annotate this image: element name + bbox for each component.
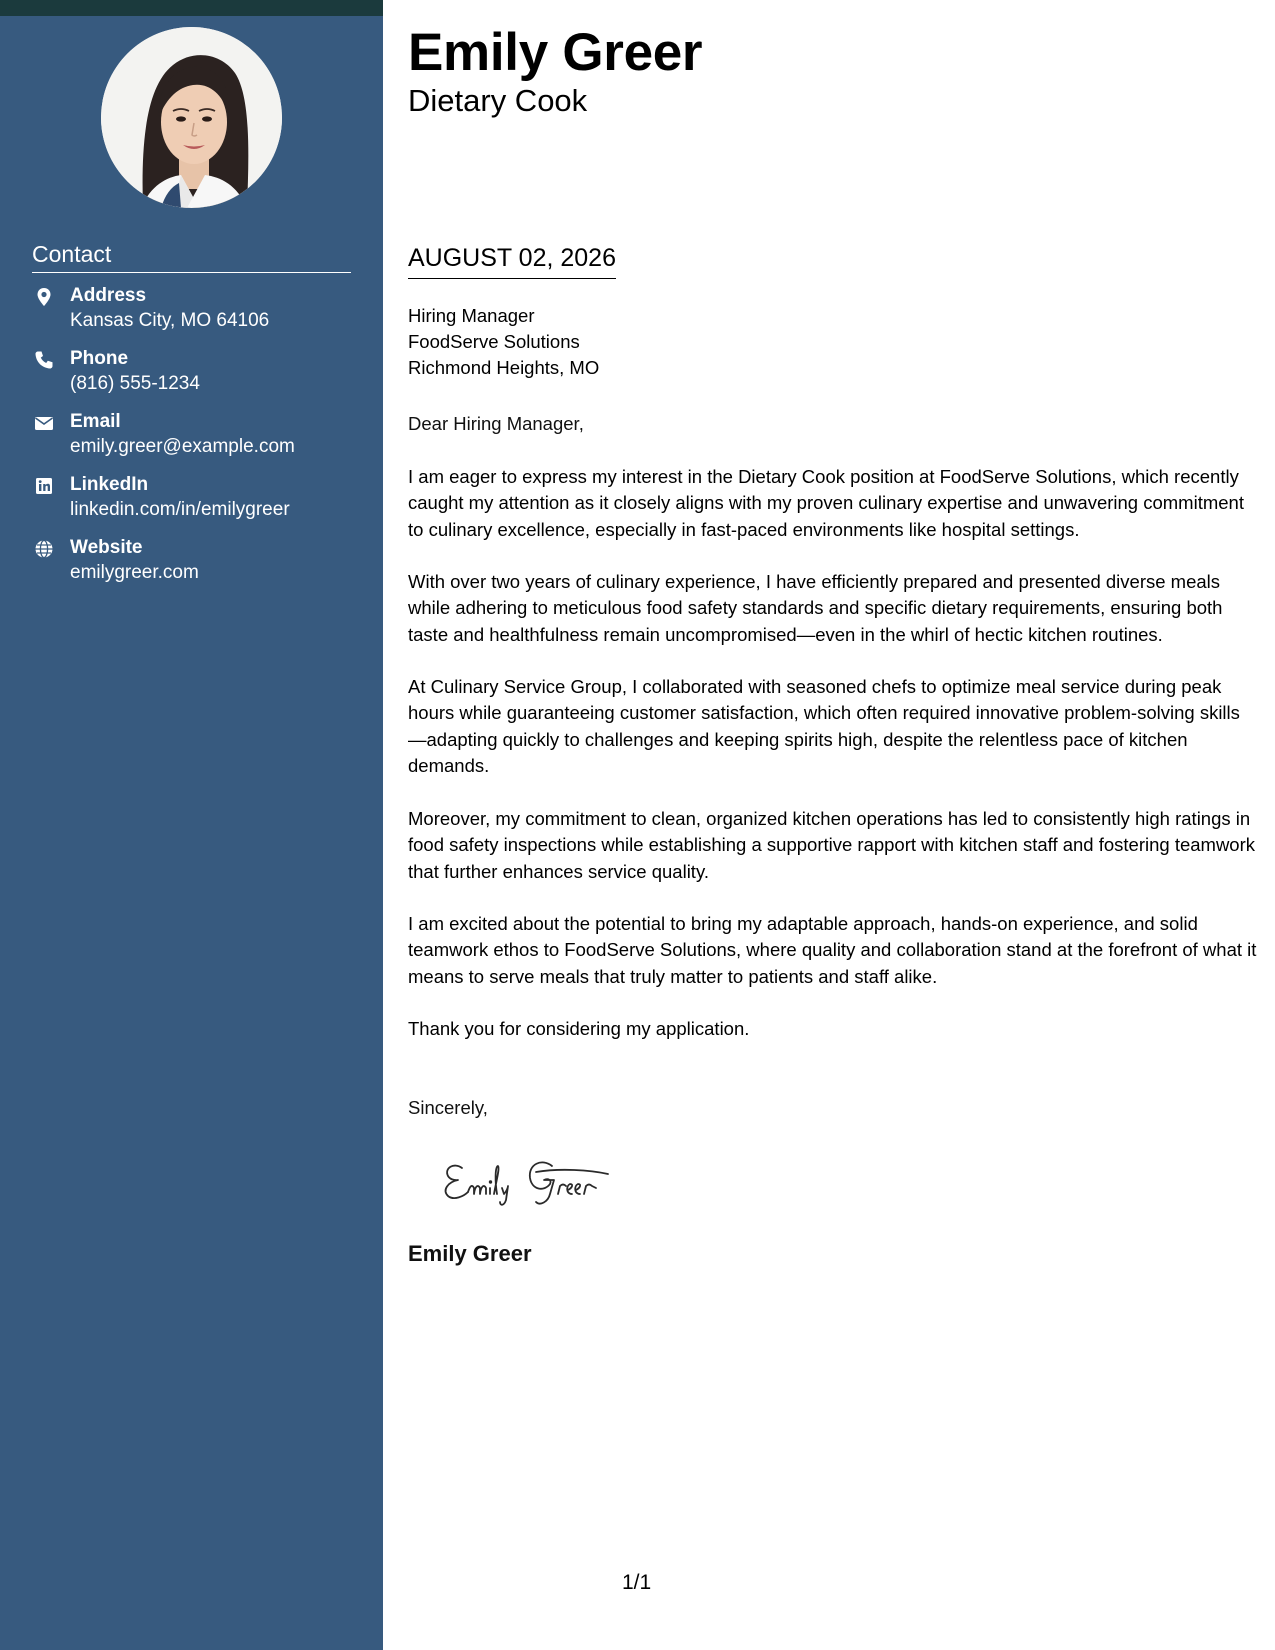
globe-icon (34, 539, 54, 559)
letter-date: AUGUST 02, 2026 (408, 243, 616, 279)
recipient-line: FoodServe Solutions (408, 331, 580, 352)
letter-paragraph: With over two years of culinary experience, I have efficiently prepared and presented diverse meals while adhering to meticulous food safety standards and specific dietary requirements, ensuring both taste and healthfulness remain uncompromised—even in the whirl of hectic kitchen routines. (408, 571, 1223, 645)
website-value[interactable]: emilygreer.com (70, 562, 199, 583)
recipient-line: Richmond Heights, MO (408, 357, 600, 378)
email-value[interactable]: emily.greer@example.com (70, 436, 295, 457)
sidebar-top-bar (0, 0, 383, 16)
letter-paragraph: At Culinary Service Group, I collaborated with seasoned chefs to optimize meal service during peak hours while guaranteeing customer satisfaction, which often required innovative problem-solving skills—adapting quickly to challenges and keeping spirits high, despite the relentless pace of kitchen demands. (408, 676, 1240, 776)
job-title: Dietary Cook (408, 83, 588, 118)
sidebar (0, 0, 383, 1650)
address-value: Kansas City, MO 64106 (70, 310, 270, 331)
applicant-name: Emily Greer (408, 23, 703, 82)
letter-paragraph: I am excited about the potential to bring my adaptable approach, hands-on experience, and solid teamwork ethos to FoodServe Solutions, where quality and collaboration stand at the forefront of what it means to serve meals that truly matter to patients and staff alike. (408, 913, 1257, 987)
linkedin-icon (34, 476, 54, 496)
linkedin-label: LinkedIn (70, 474, 149, 495)
contact-heading: Contact (32, 242, 351, 273)
letter-paragraph: I am eager to express my interest in the Dietary Cook position at FoodServe Solutions, which recently caught my attention as it closely aligns with my proven culinary expertise and unwavering commitment to culinary excellence, especially in fast-paced environments like hospital settings. (408, 466, 1244, 540)
page-number: 1/1 (622, 1571, 652, 1594)
phone-label: Phone (70, 348, 129, 369)
recipient-block (408, 303, 599, 381)
signer-name: Emily Greer (408, 1241, 532, 1266)
linkedin-value[interactable]: linkedin.com/in/emilygreer (70, 499, 290, 520)
contact-list (32, 284, 362, 599)
salutation: Dear Hiring Manager, (408, 413, 584, 434)
contact-phone (32, 347, 362, 410)
phone-value: (816) 555-1234 (70, 373, 200, 394)
contact-email (32, 410, 362, 473)
recipient-line: Hiring Manager (408, 305, 535, 326)
letter-paragraph: Thank you for considering my application. (408, 1018, 750, 1039)
letter-paragraph: Moreover, my commitment to clean, organized kitchen operations has led to consistently high ratings in food safety inspections while establishing a supportive rapport with kitchen staff and fostering teamwork that further enhances service quality. (408, 808, 1256, 882)
closing: Sincerely, (408, 1097, 488, 1118)
contact-website (32, 536, 362, 599)
address-label: Address (70, 285, 147, 306)
contact-address (32, 284, 362, 347)
handwritten-signature (440, 1148, 640, 1213)
email-label: Email (70, 411, 121, 432)
profile-photo (101, 27, 282, 208)
email-icon (34, 413, 54, 433)
website-label: Website (70, 537, 143, 558)
phone-icon (34, 350, 54, 370)
contact-linkedin (32, 473, 362, 536)
map-pin-icon (34, 287, 54, 307)
